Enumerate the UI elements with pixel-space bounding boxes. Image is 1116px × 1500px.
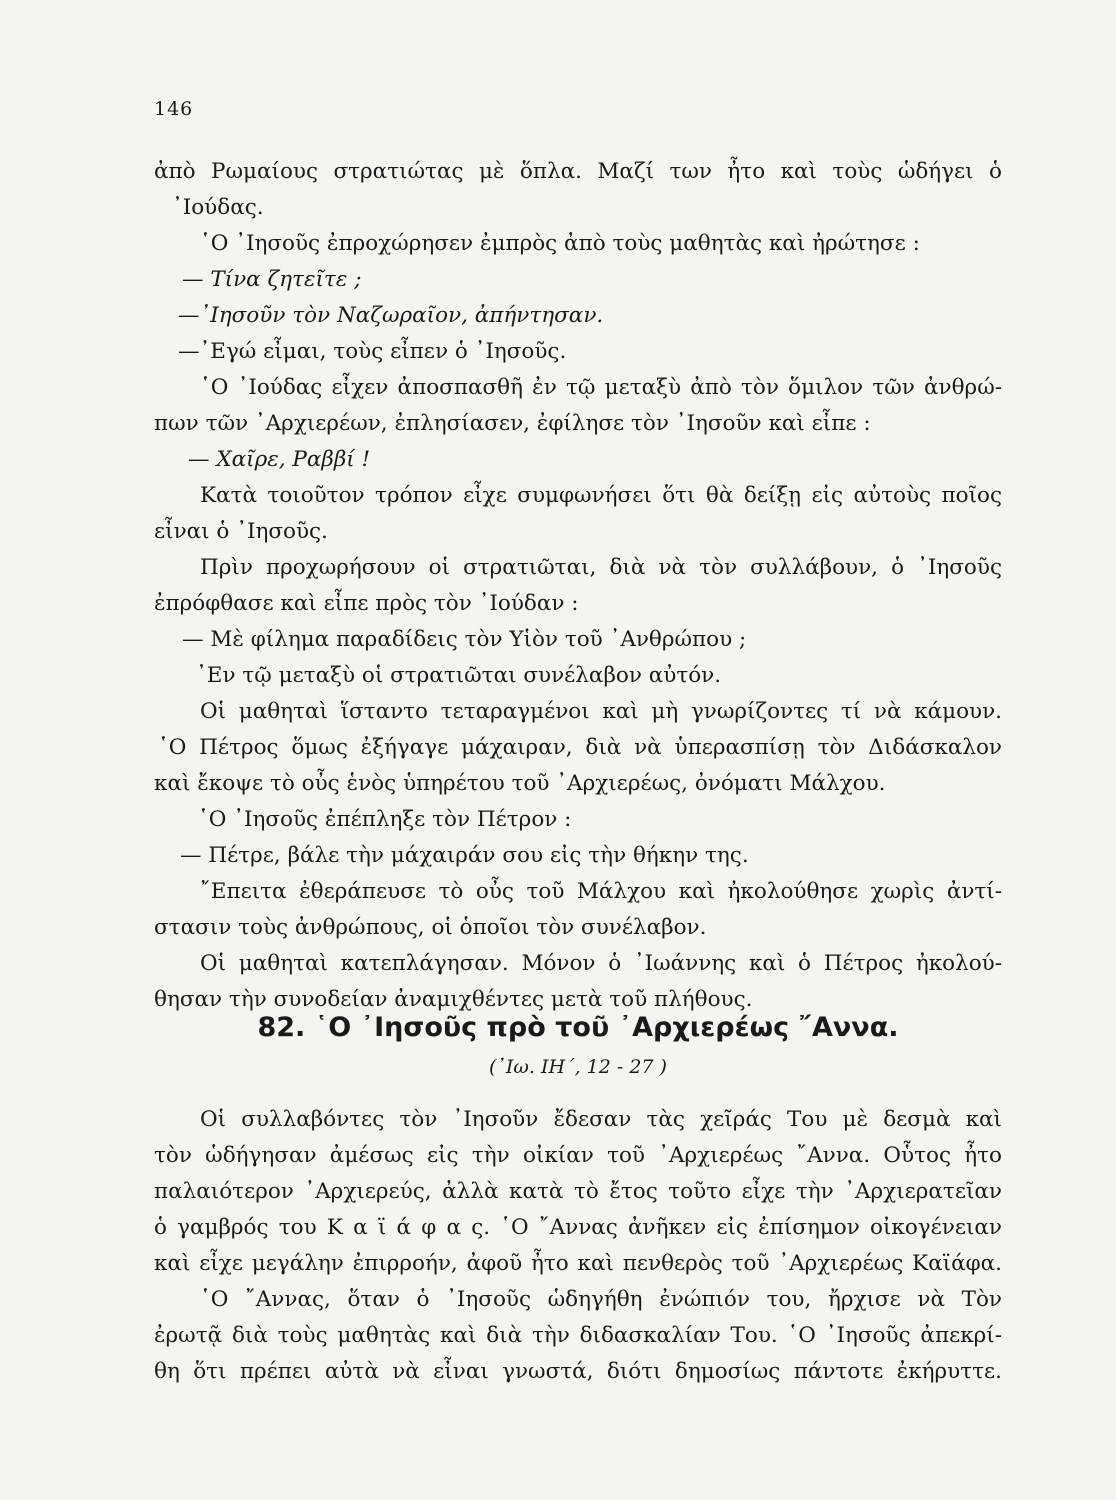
text-line: θη ὅτι πρέπει αὐτὰ νὰ εἶναι γνωστά, διότι δημοσίως πάντοτε ἐκήρυττε. (154, 1359, 1002, 1384)
text-line: καὶ εἶχε μεγάλην ἐπιρροήν, ἀφοῦ ἦτο καὶ πενθερὸς τοῦ ᾿Αρχιερέως Καϊάφα. (154, 1251, 1002, 1276)
section-reference: (᾿Ιω. ΙΗ΄, 12 - 27 ) (489, 1056, 667, 1078)
text-line: στασιν τοὺς ἀνθρώπους, οἱ ὁποῖοι τὸν συνέλαβον. (154, 915, 707, 940)
text-line: Οἱ μαθηταὶ κατεπλάγησαν. Μόνον ὁ ᾿Ιωάννης καὶ ὁ Πέτρος ἠκολού- (200, 951, 1002, 976)
text-line: ἐπρόφθασε καὶ εἶπε πρὸς τὸν ᾿Ιούδαν : (154, 591, 579, 616)
text-line: — Πέτρε, βάλε τὴν μάχαιράν σου εἰς τὴν θήκην της. (180, 843, 749, 868)
text-line: τὸν ὡδήγησαν ἀμέσως εἰς τὴν οἰκίαν τοῦ ᾿Αρχιερέως ῎Αννα. Οὗτος ἦτο (154, 1143, 1002, 1168)
text-line: — Χαῖρε, Ραββί ! (188, 447, 371, 472)
text-line: καὶ ἔκοψε τὸ οὖς ἑνὸς ὑπηρέτου τοῦ ᾿Αρχιερέως, ὀνόματι Μάλχου. (154, 771, 886, 796)
text-line: πων τῶν ᾿Αρχιερέων, ἐπλησίασεν, ἐφίλησε τὸν ᾿Ιησοῦν καὶ εἶπε : (154, 411, 871, 436)
text-line: θησαν τὴν συνοδείαν ἀναμιχθέντες μετὰ τοῦ πλήθους. (154, 987, 753, 1012)
text-line: ῎Επειτα ἐθεράπευσε τὸ οὖς τοῦ Μάλχου καὶ ἠκολούθησε χωρὶς ἀντί- (200, 879, 1002, 904)
text-line: παλαιότερον ᾿Αρχιερεύς, ἀλλὰ κατὰ τὸ ἔτος τοῦτο εἶχε τὴν ᾿Αρχιερατεῖαν (154, 1179, 1002, 1204)
text-line: Οἱ μαθηταὶ ἵσταντο τεταραγμένοι καὶ μὴ γνωρίζοντες τί νὰ κάμουν. (200, 699, 1002, 724)
text-line: ῾Ο ῎Αννας, ὅταν ὁ ᾿Ιησοῦς ὡδηγήθη ἐνώπιόν του, ἤρχισε νὰ Τὸν (200, 1287, 1002, 1312)
text-line: —᾿Ιησοῦν τὸν Ναζωραῖον, ἀπήντησαν. (178, 303, 604, 328)
text-line: Πρὶν προχωρήσουν οἱ στρατιῶται, διὰ νὰ τὸν συλλάβουν, ὁ ᾿Ιησοῦς (200, 555, 1002, 580)
text-line: ῾Ο ᾿Ιούδας εἶχεν ἀποσπασθῆ ἐν τῷ μεταξὺ ἀπὸ τὸν ὅμιλον τῶν ἀνθρώ- (200, 375, 1002, 400)
text-line: εἶναι ὁ ᾿Ιησοῦς. (154, 519, 328, 544)
text-line: ῾Ο ᾿Ιησοῦς ἐπέπληξε τὸν Πέτρον : (198, 807, 572, 832)
text-line: ῾Ο ᾿Ιησοῦς ἐπροχώρησεν ἐμπρὸς ἀπὸ τοὺς μαθητὰς καὶ ἠρώτησε : (200, 231, 920, 256)
text-line: ὁ γαμβρός του Κ α ϊ ά φ α ς. ῾Ο ῎Αννας ἀνῆκεν εἰς ἐπίσημον οἰκογένειαν (154, 1215, 1002, 1240)
text-line: ἀπὸ Ρωμαίους στρατιώτας μὲ ὅπλα. Μαζί των ἦτο καὶ τοὺς ὡδήγει ὁ (154, 159, 1002, 184)
text-line: — Μὲ φίλημα παραδίδεις τὸν Υἱὸν τοῦ ᾿Ανθρώπου ; (182, 627, 747, 652)
section-title: 82. ῾Ο ᾿Ιησοῦς πρὸ τοῦ ᾿Αρχιερέως ῎Αννα. (257, 1012, 899, 1043)
text-line: ᾿Εν τῷ μεταξὺ οἱ στρατιῶται συνέλαβον αὐτόν. (196, 663, 722, 688)
text-line: ἐρωτᾷ διὰ τοὺς μαθητὰς καὶ διὰ τὴν διδασκαλίαν Του. ῾Ο ᾿Ιησοῦς ἀπεκρί- (154, 1323, 1002, 1348)
page-number: 146 (154, 98, 194, 120)
text-line: ᾿Ιούδας. (172, 195, 264, 220)
text-line: Κατὰ τοιοῦτον τρόπον εἶχε συμφωνήσει ὅτι θὰ δείξῃ εἰς αὐτοὺς ποῖος (200, 483, 1002, 508)
text-line: ῾Ο Πέτρος ὅμως ἐξήγαγε μάχαιραν, διὰ νὰ ὑπερασπίσῃ τὸν Διδάσκαλον (158, 735, 1002, 760)
text-line: — Τίνα ζητεῖτε ; (182, 267, 362, 292)
text-line: —᾿Εγώ εἶμαι, τοὺς εἶπεν ὁ ᾿Ιησοῦς. (178, 339, 567, 364)
text-line: Οἱ συλλαβόντες τὸν ᾿Ιησοῦν ἔδεσαν τὰς χεῖράς Του μὲ δεσμὰ καὶ (200, 1107, 1002, 1132)
